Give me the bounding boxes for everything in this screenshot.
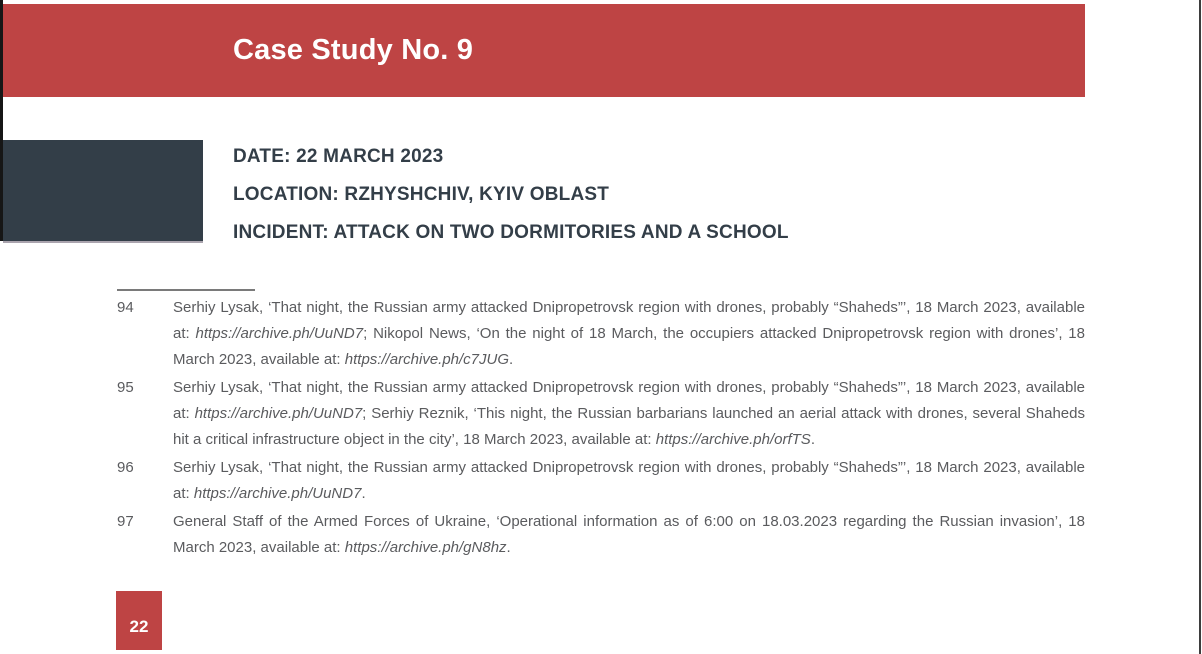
footnote-text <box>173 375 1085 453</box>
footnote-number: 95 <box>117 379 134 396</box>
case-details <box>233 138 1093 252</box>
citation-text: Serhiy Lysak, ‘That night, the Russian army attacked Dnipropetrovsk region with drones, probably “Shaheds”’, 18 March 2023, available at: <box>173 379 1085 422</box>
accent-block <box>3 140 203 243</box>
footnote-row <box>117 455 1085 507</box>
url-text: https://archive.ph/c7JUG <box>344 351 510 368</box>
footnote-row <box>117 375 1085 453</box>
right-edge-line <box>1199 0 1201 654</box>
location-line: LOCATION: RZHYSHCHIV, KYIV OBLAST <box>233 184 610 205</box>
footnote-number: 94 <box>117 299 134 316</box>
url-text: https://archive.ph/UuND7 <box>195 325 364 342</box>
url-text: https://archive.ph/gN8hz <box>344 539 507 556</box>
citation-text: . <box>506 539 511 556</box>
citation-text: ; Serhiy Reznik, ‘This night, the Russian barbarians launched an aerial attack with drones, several Shaheds hit a critical infrastructure object in the city’, 18 March 2023, available at: <box>173 405 1085 448</box>
footnote-text <box>173 295 1085 373</box>
footnote-separator <box>117 289 255 291</box>
incident-line: INCIDENT: ATTACK ON TWO DORMITORIES AND A SCHOOL <box>233 222 789 243</box>
citation-text: . <box>810 431 815 448</box>
case-study-title-band <box>3 4 1085 97</box>
page-number-badge <box>116 591 162 650</box>
footnote-text <box>173 455 1085 507</box>
date-line: DATE: 22 MARCH 2023 <box>233 146 444 167</box>
citation-text: General Staff of the Armed Forces of Ukraine, ‘Operational information as of 6:00 on 18.03.2023 regarding the Russian invasion’, 18 March 2023, available at: <box>173 513 1085 556</box>
footnote-number: 97 <box>117 513 134 530</box>
url-text: https://archive.ph/UuND7 <box>194 405 363 422</box>
page-title: Case Study No. 9 <box>233 34 474 66</box>
page-number: 22 <box>129 617 149 636</box>
footnote-number: 96 <box>117 459 134 476</box>
citation-text: Serhiy Lysak, ‘That night, the Russian army attacked Dnipropetrovsk region with drones, probably “Shaheds”’, 18 March 2023, available at: <box>173 459 1085 502</box>
citation-text: Serhiy Lysak, ‘That night, the Russian army attacked Dnipropetrovsk region with drones, probably “Shaheds”’, 18 March 2023, available at: <box>173 299 1085 342</box>
citation-text: . <box>509 351 514 368</box>
footnote-text <box>173 509 1085 561</box>
footnote-row <box>117 509 1085 561</box>
footnote-row <box>117 295 1085 373</box>
citation-text: ; Nikopol News, ‘On the night of 18 March, the occupiers attacked Dnipropetrovsk region with drones’, 18 March 2023, available at: <box>173 325 1085 368</box>
url-text: https://archive.ph/UuND7 <box>193 485 362 502</box>
footnotes-section <box>117 295 1085 563</box>
citation-text: . <box>361 485 366 502</box>
url-text: https://archive.ph/orfTS <box>655 431 811 448</box>
